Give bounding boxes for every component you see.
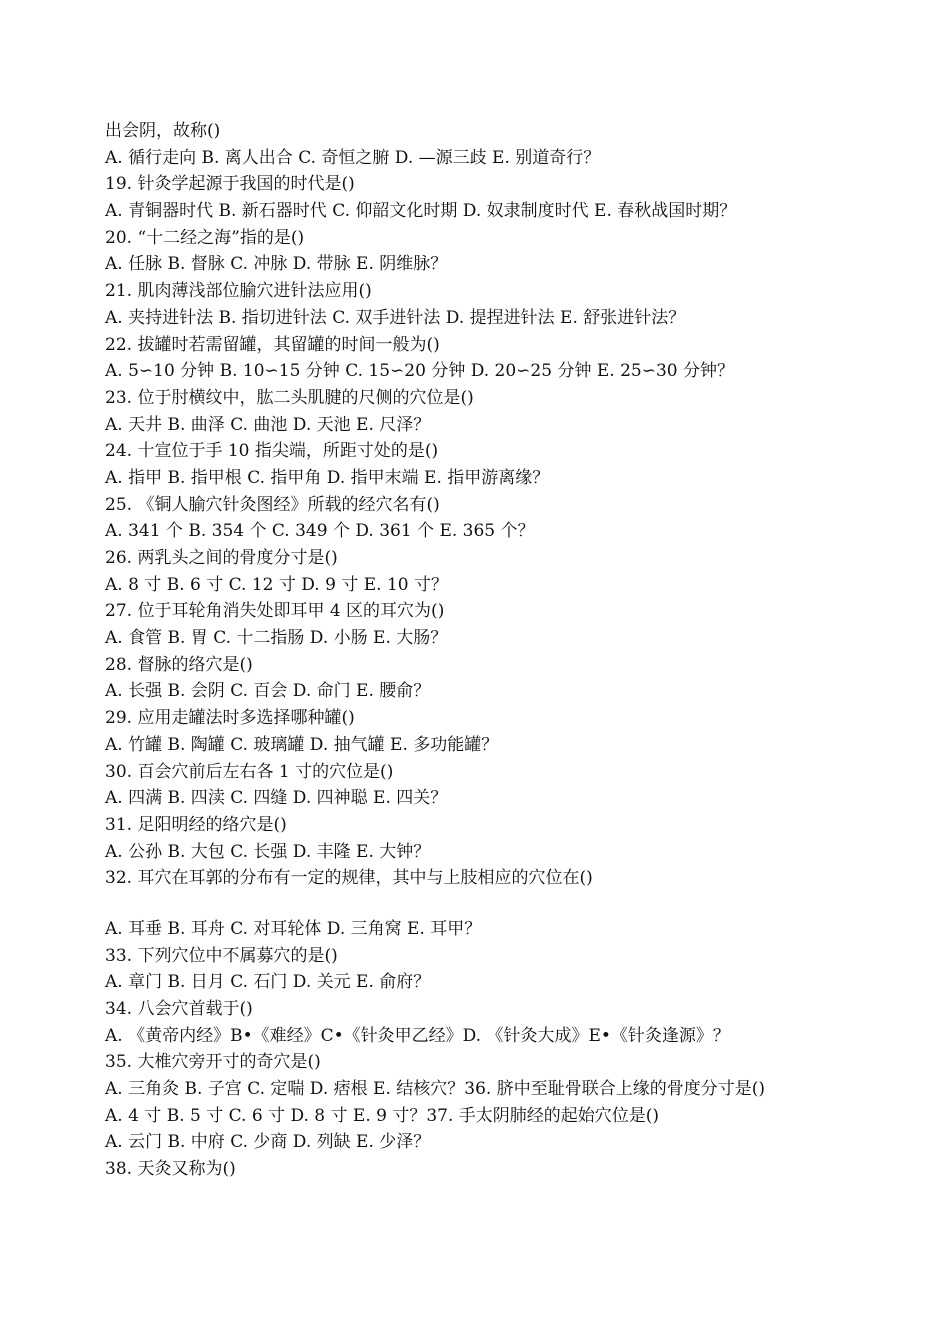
question-38: 38. 天灸又称为() bbox=[105, 1159, 236, 1180]
question-25: 25. 《铜人腧穴针灸图经》所载的经穴名有() bbox=[105, 494, 440, 515]
question-22: 22. 拔罐时若需留罐，其留罐的时间一般为() bbox=[105, 334, 440, 355]
answer-options: A. 8 寸 B. 6 寸 C. 12 寸 D. 9 寸 E. 10 寸？ bbox=[105, 574, 448, 595]
answer-options: A. 食管 B. 胃 C. 十二指肠 D. 小肠 E. 大肠？ bbox=[105, 628, 448, 649]
answer-options: A. 长强 B. 会阴 C. 百会 D. 命门 E. 腰俞？ bbox=[105, 681, 431, 702]
answer-options: A. 《黄帝内经》B•《难经》C•《针灸甲乙经》D. 《针灸大成》E•《针灸逢源》？ bbox=[105, 1025, 730, 1046]
question-24: 24. 十宣位于手 10 指尖端，所距寸处的是() bbox=[105, 441, 439, 462]
answer-options: A. 夹持进针法 B. 指切进针法 C. 双手进针法 D. 提捏进针法 E. 舒张进针法？ bbox=[105, 307, 686, 328]
answer-options: A. 耳垂 B. 耳舟 C. 对耳轮体 D. 三角窝 E. 耳甲？ bbox=[105, 918, 482, 939]
question-31: 31. 足阳明经的络穴是() bbox=[105, 814, 287, 835]
question-19: 19. 针灸学起源于我国的时代是() bbox=[105, 174, 355, 195]
question-33: 33. 下列穴位中不属募穴的是() bbox=[105, 945, 338, 966]
answer-options: A. 章门 B. 日月 C. 石门 D. 关元 E. 俞府？ bbox=[105, 972, 431, 993]
question-28: 28. 督脉的络穴是() bbox=[105, 654, 253, 675]
answer-options: A. 任脉 B. 督脉 C. 冲脉 D. 带脉 E. 阴维脉？ bbox=[105, 254, 448, 275]
question-29: 29. 应用走罐法时多选择哪种罐() bbox=[105, 708, 355, 729]
answer-options-and-question-37: A. 4 寸 B. 5 寸 C. 6 寸 D. 8 寸 E. 9 寸？37. 手太阴肺经的起始穴位是() bbox=[105, 1105, 660, 1126]
text-line: 出会阴，故称() bbox=[105, 121, 221, 141]
answer-options-and-question-36: A. 三角灸 B. 子宫 C. 定喘 D. 痞根 E. 结核穴？36. 脐中至耻骨联合上缘的骨度分寸是() bbox=[105, 1079, 765, 1100]
question-20: 20. “十二经之海”指的是() bbox=[105, 227, 305, 248]
question-34: 34. 八会穴首载于() bbox=[105, 999, 253, 1019]
question-30: 30. 百会穴前后左右各 1 寸的穴位是() bbox=[105, 761, 394, 782]
question-23: 23. 位于肘横纹中，肱二头肌腱的尺侧的穴位是() bbox=[105, 387, 474, 408]
answer-options: A. 竹罐 B. 陶罐 C. 玻璃罐 D. 抽气罐 E. 多功能罐？ bbox=[105, 734, 499, 755]
answer-options: A. 天井 B. 曲泽 C. 曲池 D. 天池 E. 尺泽？ bbox=[105, 414, 431, 435]
answer-options: A. 5∽10 分钟 B. 10∽15 分钟 C. 15∽20 分钟 D. 20∽25 分钟 E. 25∽30 分钟？ bbox=[105, 361, 734, 382]
question-26: 26. 两乳头之间的骨度分寸是() bbox=[105, 548, 338, 568]
answer-options: A. 四满 B. 四渎 C. 四缝 D. 四神聪 E. 四关？ bbox=[105, 788, 448, 809]
question-35: 35. 大椎穴旁开寸的奇穴是() bbox=[105, 1052, 321, 1073]
answer-options: A. 青铜器时代 B. 新石器时代 C. 仰韶文化时期 D. 奴隶制度时代 E. 春秋战国时期？ bbox=[105, 201, 737, 222]
answer-options: A. 云门 B. 中府 C. 少商 D. 列缺 E. 少泽？ bbox=[105, 1132, 431, 1153]
blank-gap bbox=[105, 892, 840, 916]
question-32: 32. 耳穴在耳郭的分布有一定的规律，其中与上肢相应的穴位在() bbox=[105, 868, 593, 889]
answer-options: A. 循行走向 B. 离人出合 C. 奇恒之腑 D. —源三歧 E. 别道奇行？ bbox=[105, 147, 601, 168]
question-21: 21. 肌肉薄浅部位腧穴进针法应用() bbox=[105, 281, 372, 302]
document-page bbox=[105, 118, 840, 1183]
question-27: 27. 位于耳轮角消失处即耳甲 4 区的耳穴为() bbox=[105, 601, 445, 622]
answer-options: A. 341 个 B. 354 个 C. 349 个 D. 361 个 E. 365 个？ bbox=[105, 521, 535, 542]
answer-options: A. 指甲 B. 指甲根 C. 指甲角 D. 指甲末端 E. 指甲游离缘？ bbox=[105, 467, 550, 488]
answer-options: A. 公孙 B. 大包 C. 长强 D. 丰隆 E. 大钟？ bbox=[105, 841, 431, 862]
